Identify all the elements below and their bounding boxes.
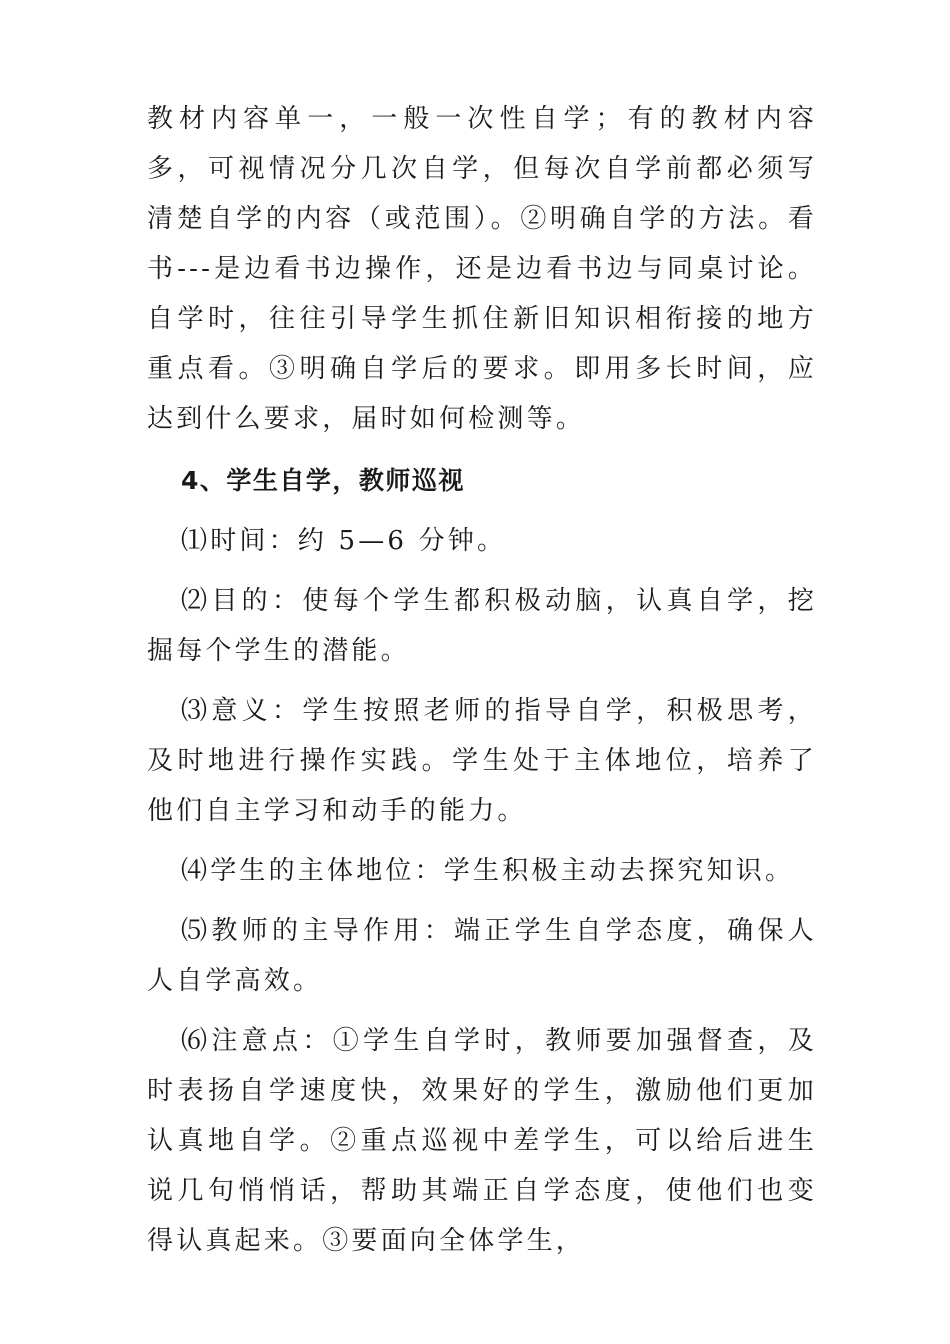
list-item-purpose: ⑵目的：使每个学生都积极动脑，认真自学，挖掘每个学生的潜能。 — [147, 586, 817, 666]
list-item-student-role: ⑷学生的主体地位：学生积极主动去探究知识。 — [181, 856, 795, 886]
document-body — [147, 94, 817, 1266]
section-heading: 4、学生自学，教师巡视 — [181, 466, 465, 495]
paragraph-continuation: 教材内容单一，一般一次性自学；有的教材内容多，可视情况分几次自学，但每次自学前都必须写清楚自学的内容（或范围）。②明确自学的方法。看书---是边看书边操作，还是边看书边与同桌讨论。自学时，往往引导学生抓住新旧知识相衔接的地方重点看。③明确自学后的要求。即用多长时间，应达到什么要求，届时如何检测等。 — [147, 104, 817, 434]
list-item-time: ⑴时间：约 5—6 分钟。 — [181, 526, 507, 556]
list-item-teacher-role: ⑸教师的主导作用：端正学生自学态度，确保人人自学高效。 — [147, 916, 817, 996]
list-item-notes: ⑹注意点：①学生自学时，教师要加强督查，及时表扬自学速度快，效果好的学生，激励他们更加认真地自学。②重点巡视中差学生，可以给后进生说几句悄悄话，帮助其端正自学态度，使他们也变得认真起来。③要面向全体学生， — [147, 1026, 817, 1256]
list-item-significance: ⑶意义：学生按照老师的指导自学，积极思考，及时地进行操作实践。学生处于主体地位，培养了他们自主学习和动手的能力。 — [147, 696, 817, 826]
